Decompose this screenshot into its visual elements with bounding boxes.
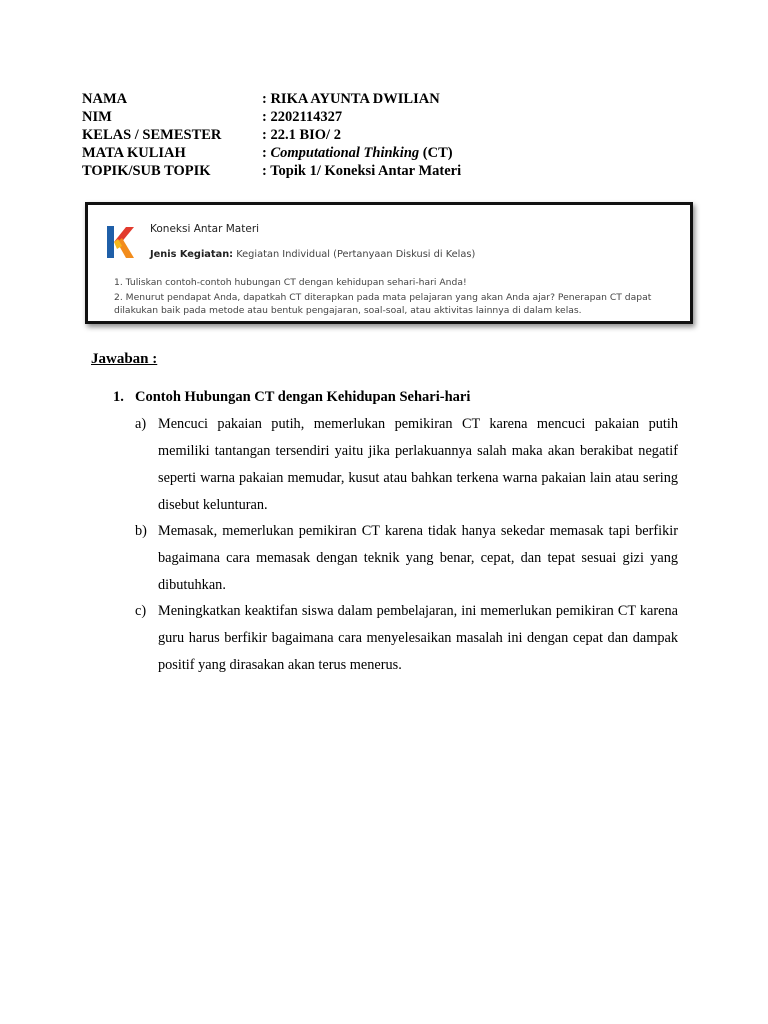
activity-label: Jenis Kegiatan: bbox=[150, 249, 234, 260]
answer-heading: Jawaban : bbox=[91, 351, 158, 367]
section-heading bbox=[113, 389, 470, 406]
task-screenshot-box bbox=[85, 202, 693, 324]
header-value: : RIKA AYUNTA DWILIAN bbox=[262, 91, 440, 107]
task-title: Koneksi Antar Materi bbox=[150, 223, 260, 235]
task-question-2: 2. Menurut pendapat Anda, dapatkah CT diterapkan pada mata pelajaran yang akan Anda ajar? Penerapan CT dapat dilakukan baik pada metode atau bentuk pengajaran, soal-soal, atau aktivitas lainnya di dalam kelas. bbox=[114, 292, 652, 316]
item-marker: c) bbox=[135, 603, 147, 619]
header-value bbox=[262, 144, 722, 162]
value-prefix: : bbox=[262, 145, 271, 161]
header-row-topik bbox=[82, 162, 722, 180]
item-text: Meningkatkan keaktifan siswa dalam pembelajaran, ini memerlukan pemikiran CT karena guru harus berfikir bagaimana cara menyelesaikan masalah ini dengan cepat dan dampak positif yang dirasakan akan terus menerus. bbox=[158, 603, 678, 673]
task-activity bbox=[150, 249, 475, 260]
header-label: NAMA bbox=[82, 91, 128, 107]
header-row-mata-kuliah bbox=[82, 144, 722, 162]
header-label: KELAS / SEMESTER bbox=[82, 127, 222, 143]
header-value: : 22.1 BIO/ 2 bbox=[262, 127, 341, 143]
answer-item bbox=[135, 518, 678, 599]
task-question-1: 1. Tuliskan contoh-contoh hubungan CT dengan kehidupan sehari-hari Anda! bbox=[114, 277, 467, 288]
identity-header bbox=[82, 90, 722, 180]
section-number: 1. bbox=[113, 389, 124, 405]
header-row-nim bbox=[82, 108, 722, 126]
header-row-kelas bbox=[82, 126, 722, 144]
section-title: Contoh Hubungan CT dengan Kehidupan Sehari-hari bbox=[135, 389, 471, 405]
header-label: MATA KULIAH bbox=[82, 145, 186, 161]
value-suffix: (CT) bbox=[419, 145, 453, 161]
k-logo-icon bbox=[104, 222, 136, 262]
value-italic: Computational Thinking bbox=[270, 145, 420, 161]
header-row-nama bbox=[82, 90, 722, 108]
item-marker: b) bbox=[135, 523, 147, 539]
header-label: TOPIK/SUB TOPIK bbox=[82, 163, 211, 179]
header-value: : 2202114327 bbox=[262, 109, 343, 125]
activity-value: Kegiatan Individual (Pertanyaan Diskusi di Kelas) bbox=[233, 249, 476, 260]
item-text: Memasak, memerlukan pemikiran CT karena tidak hanya sekedar memasak tapi berfikir bagaimana cara memasak dengan teknik yang benar, cepat, dan tepat sesuai gizi yang dibutuhkan. bbox=[158, 523, 678, 593]
header-label: NIM bbox=[82, 109, 112, 125]
answer-item bbox=[135, 411, 678, 519]
header-value: : Topik 1/ Koneksi Antar Materi bbox=[262, 163, 462, 179]
item-marker: a) bbox=[135, 416, 147, 432]
answer-item bbox=[135, 598, 678, 679]
item-text: Mencuci pakaian putih, memerlukan pemikiran CT karena mencuci pakaian putih memiliki tantangan tersendiri yaitu jika perlakuannya salah maka akan berakibat negatif seperti warna pakaian memudar, kusut atau bahkan terkena warna pakaian lain atau sering disebut kelunturan. bbox=[158, 416, 678, 513]
